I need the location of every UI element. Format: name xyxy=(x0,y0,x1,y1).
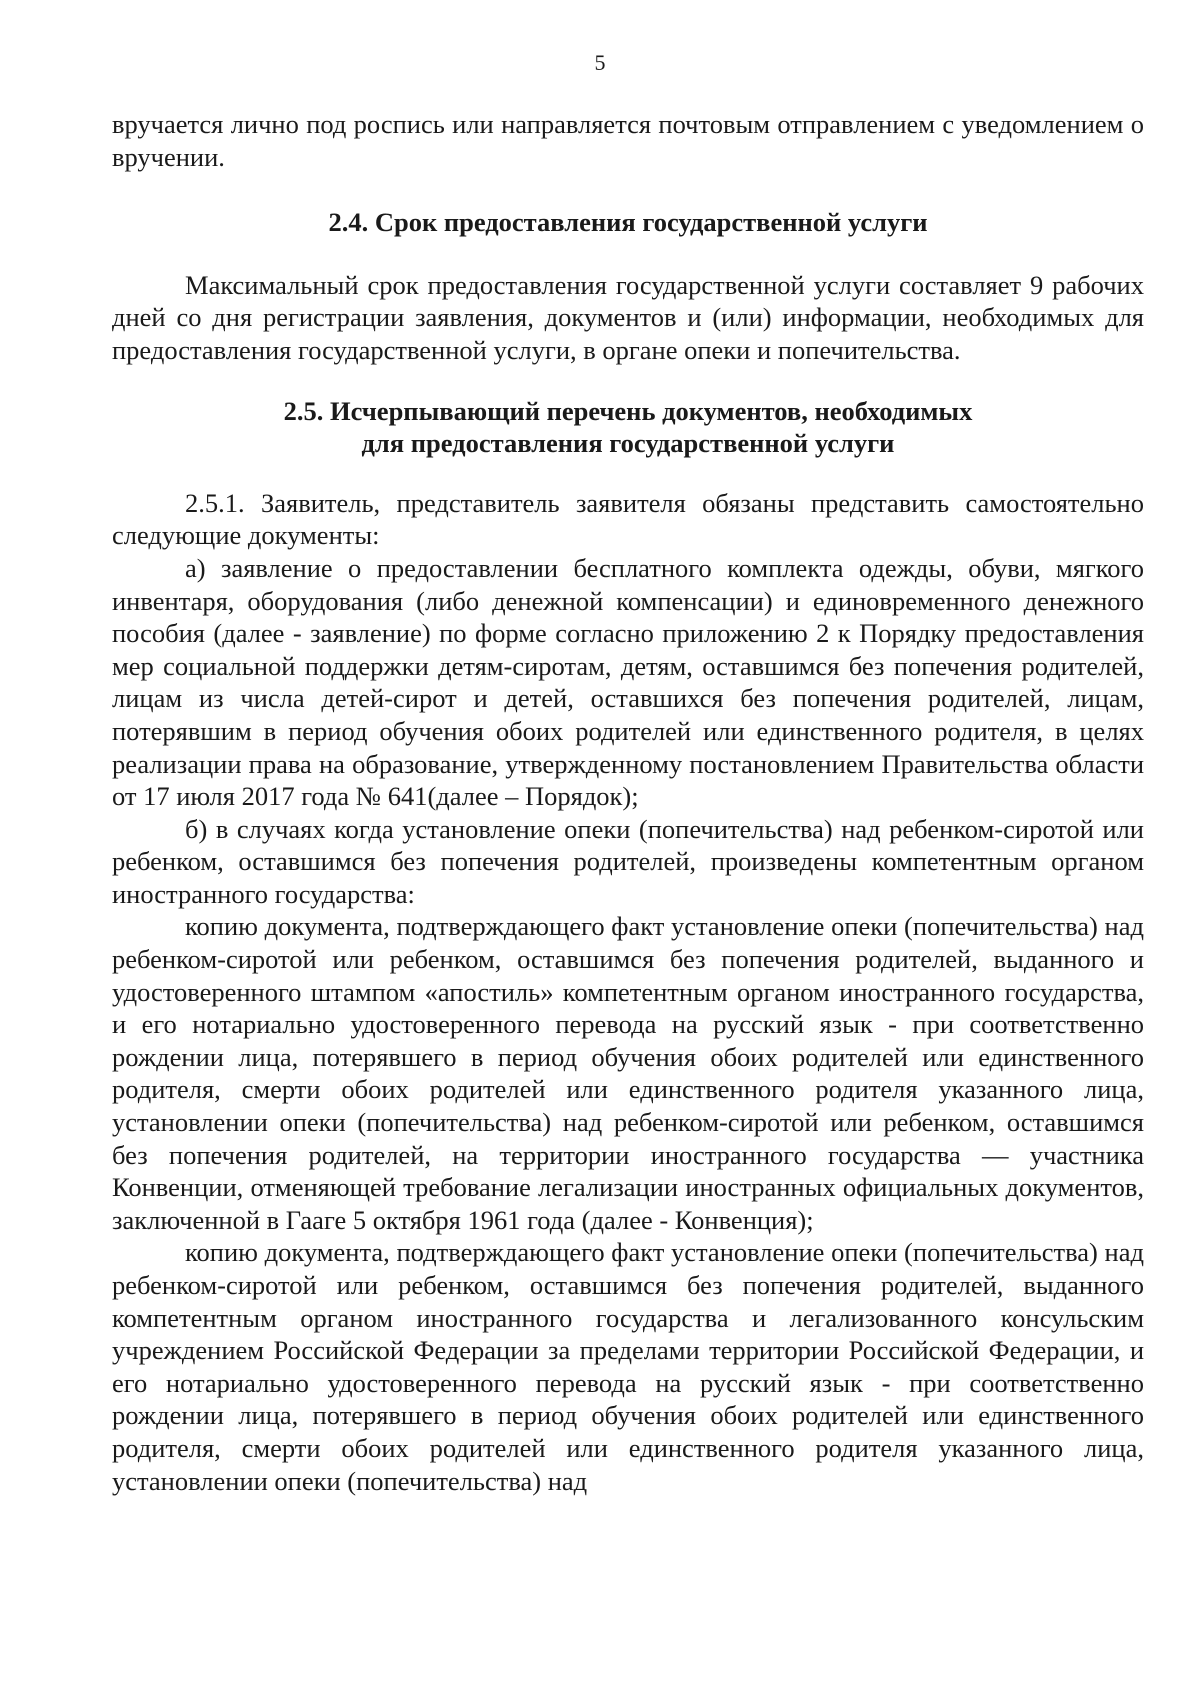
document-body xyxy=(112,108,1144,1497)
paragraph-2-5-1: 2.5.1. Заявитель, представитель заявителя обязаны представить самостоятельно следующие документы: xyxy=(112,487,1144,551)
paragraph-term: Максимальный срок предоставления государственной услуги составляет 9 рабочих дней со дня регистрации заявления, документов и (или) информации, необходимых для предоставления государственной услуги, в органе опеки и попечительства. xyxy=(112,269,1144,365)
paragraph-item-a: а) заявление о предоставлении бесплатного комплекта одежды, обуви, мягкого инвентаря, оборудования (либо денежной компенсации) и единовременного денежного пособия (далее - заявление) по форме согласно приложению 2 к Порядку предоставления мер социальной поддержки детям-сиротам, детям, оставшимся без попечения родителей, лицам из числа детей-сирот и детей, оставшихся без попечения родителей, лицам, потерявшим в период обучения обоих родителей или единственного родителя, в целях реализации права на образование, утвержденному постановлением Правительства области от 17 июля 2017 года № 641(далее – Порядок); xyxy=(112,552,1144,812)
paragraph-item-b: б) в случаях когда установление опеки (попечительства) над ребенком-сиротой или ребенком, оставшимся без попечения родителей, произведены компетентным органом иностранного государства: xyxy=(112,813,1144,909)
paragraph-copy-legalized: копию документа, подтверждающего факт установление опеки (попечительства) над ребенком-сиротой или ребенком, оставшимся без попечения родителей, выданного компетентным органом иностранного государства и легализованного консульским учреждением Российской Федерации за пределами территории Российской Федерации, и его нотариально удостоверенного перевода на русский язык - при соответственно рождении лица, потерявшего в период обучения обоих родителей или единственного родителя, смерти обоих родителей или единственного родителя указанного лица, установлении опеки (попечительства) над xyxy=(112,1237,1144,1496)
section-heading-2-5-line2: для предоставления государственной услуги xyxy=(361,428,895,459)
section-heading-2-5 xyxy=(112,395,1144,460)
paragraph-copy-apostille: копию документа, подтверждающего факт установление опеки (попечительства) над ребенком-сиротой или ребенком, оставшимся без попечения родителей, выданного и удостоверенного штампом «апостиль» компетентным органом иностранного государства, и его нотариально удостоверенного перевода на русский язык - при соответственно рождении лица, потерявшего в период обучения обоих родителей или единственного родителя, смерти обоих родителей или единственного родителя указанного лица, установлении опеки (попечительства) над ребенком-сиротой или ребенком, оставшимся без попечения родителей, на территории иностранного государства — участника Конвенции, отменяющей требование легализации иностранных официальных документов, заключенной в Гааге 5 октября 1961 года (далее - Конвенция); xyxy=(112,911,1144,1235)
paragraph-intro: вручается лично под роспись или направляется почтовым отправлением с уведомлением о вручении. xyxy=(112,109,1144,172)
section-heading-2-4: 2.4. Срок предоставления государственной услуги xyxy=(328,207,928,238)
section-heading-2-5-line1: 2.5. Исчерпывающий перечень документов, необходимых xyxy=(283,395,973,426)
page-number: 5 xyxy=(594,50,606,75)
